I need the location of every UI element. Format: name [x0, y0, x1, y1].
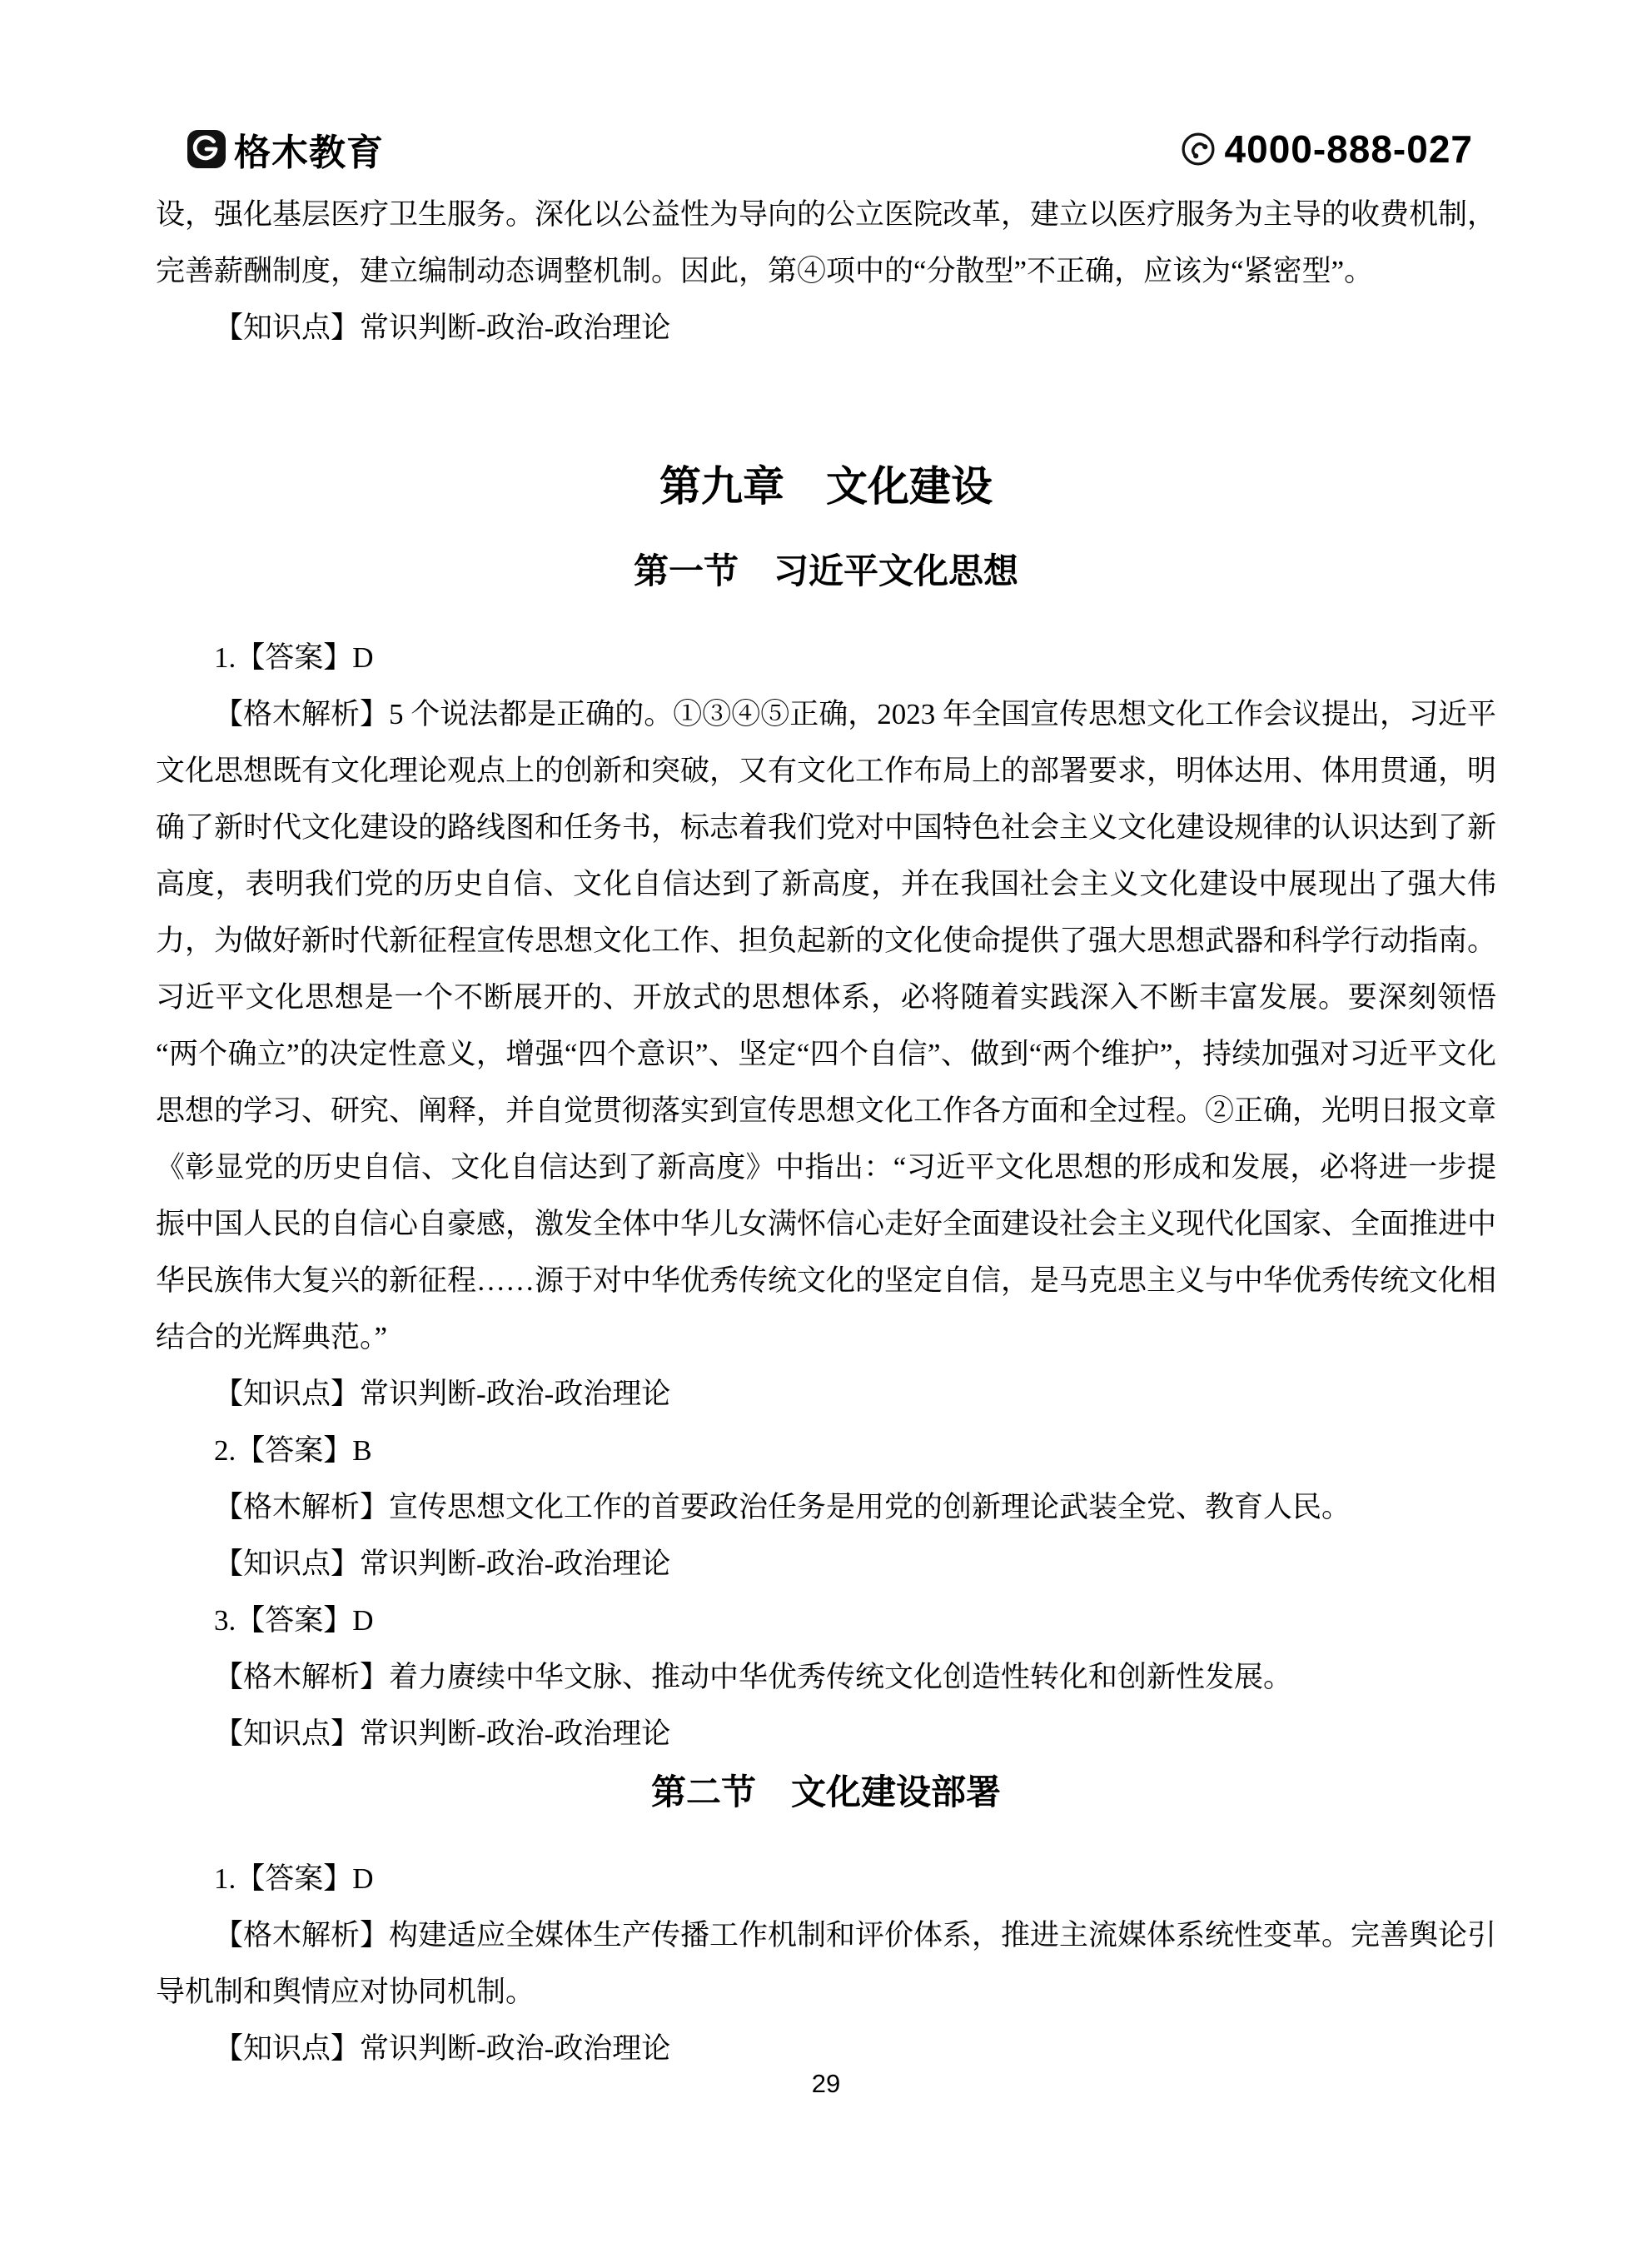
answer-line: 1.【答案】D: [214, 1862, 374, 1895]
phone-block: [1180, 127, 1473, 172]
analysis-paragraph: 【格木解析】宣传思想文化工作的首要政治任务是用党的创新理论武装全党、教育人民。: [214, 1491, 1351, 1523]
chapter-title: 第九章 文化建设: [659, 463, 993, 510]
page-header: [156, 0, 1496, 180]
carryover-paragraph: 设，强化基层医疗卫生服务。深化以公益性为导向的公立医院改革，建立以医疗服务为主导的收费机制，完善薪酬制度，建立编制动态调整机制。因此，第④项中的“分散型”不正确，应该为“紧密型”。: [156, 198, 1497, 287]
brand: [187, 122, 384, 176]
section-title-1: 第一节 习近平文化思想: [633, 551, 1018, 591]
phone-number: 4000-888-027: [1224, 127, 1473, 171]
phone-icon: [1180, 131, 1217, 167]
page-number: 29: [811, 2069, 841, 2098]
analysis-paragraph: 【格木解析】着力赓续中华文脉、推动中华优秀传统文化创造性转化和创新性发展。: [214, 1661, 1293, 1693]
answer-line: 2.【答案】B: [214, 1434, 372, 1467]
knowledge-point: 【知识点】常识判断-政治-政治理论: [214, 2032, 671, 2065]
section-title-2: 第二节 文化建设部署: [650, 1772, 1001, 1812]
brand-name: 格木教育: [234, 132, 384, 173]
answer-line: 1.【答案】D: [214, 641, 374, 674]
knowledge-point: 【知识点】常识判断-政治-政治理论: [214, 1548, 671, 1580]
analysis-paragraph: 【格木解析】构建适应全媒体生产传播工作机制和评价体系，推进主流媒体系统性变革。完善舆论引导机制和舆情应对协同机制。: [156, 1919, 1497, 2008]
knowledge-point: 【知识点】常识判断-政治-政治理论: [214, 312, 671, 344]
knowledge-point: 【知识点】常识判断-政治-政治理论: [214, 1717, 671, 1750]
analysis-paragraph: 【格木解析】5 个说法都是正确的。①③④⑤正确，2023 年全国宣传思想文化工作会议提出，习近平文化思想既有文化理论观点上的创新和突破，又有文化工作布局上的部署要求，明体达用、体用贯通，明确了新时代文化建设的路线图和任务书，标志着我们党对中国特色社会主义文化建设规律的认识达到了新高度，表明我们党的历史自信、文化自信达到了新高度，并在我国社会主义文化建设中展现出了强大伟力，为做好新时代新征程宣传思想文化工作、担负起新的文化使命提供了强大思想武器和科学行动指南。习近平文化思想是一个不断展开的、开放式的思想体系，必将随着实践深入不断丰富发展。要深刻领悟“两个确立”的决定性意义，增强“四个意识”、坚定“四个自信”、做到“两个维护”，持续加强对习近平文化思想的学习、研究、阐释，并自觉贯彻落实到宣传思想文化工作各方面和全过程。②正确，光明日报文章《彰显党的历史自信、文化自信达到了新高度》中指出：“习近平文化思想的形成和发展，必将进一步提振中国人民的自信心自豪感，激发全体中华儿女满怀信心走好全面建设社会主义现代化国家、全面推进中华民族伟大复兴的新征程……源于对中华优秀传统文化的坚定自信，是马克思主义与中华优秀传统文化相结合的光辉典范。”: [156, 698, 1497, 1353]
document-content: [156, 187, 1496, 2077]
page-footer: [0, 2067, 1652, 2101]
knowledge-point: 【知识点】常识判断-政治-政治理论: [214, 1378, 671, 1410]
brand-logo-icon: [187, 130, 226, 168]
answer-line: 3.【答案】D: [214, 1604, 374, 1637]
